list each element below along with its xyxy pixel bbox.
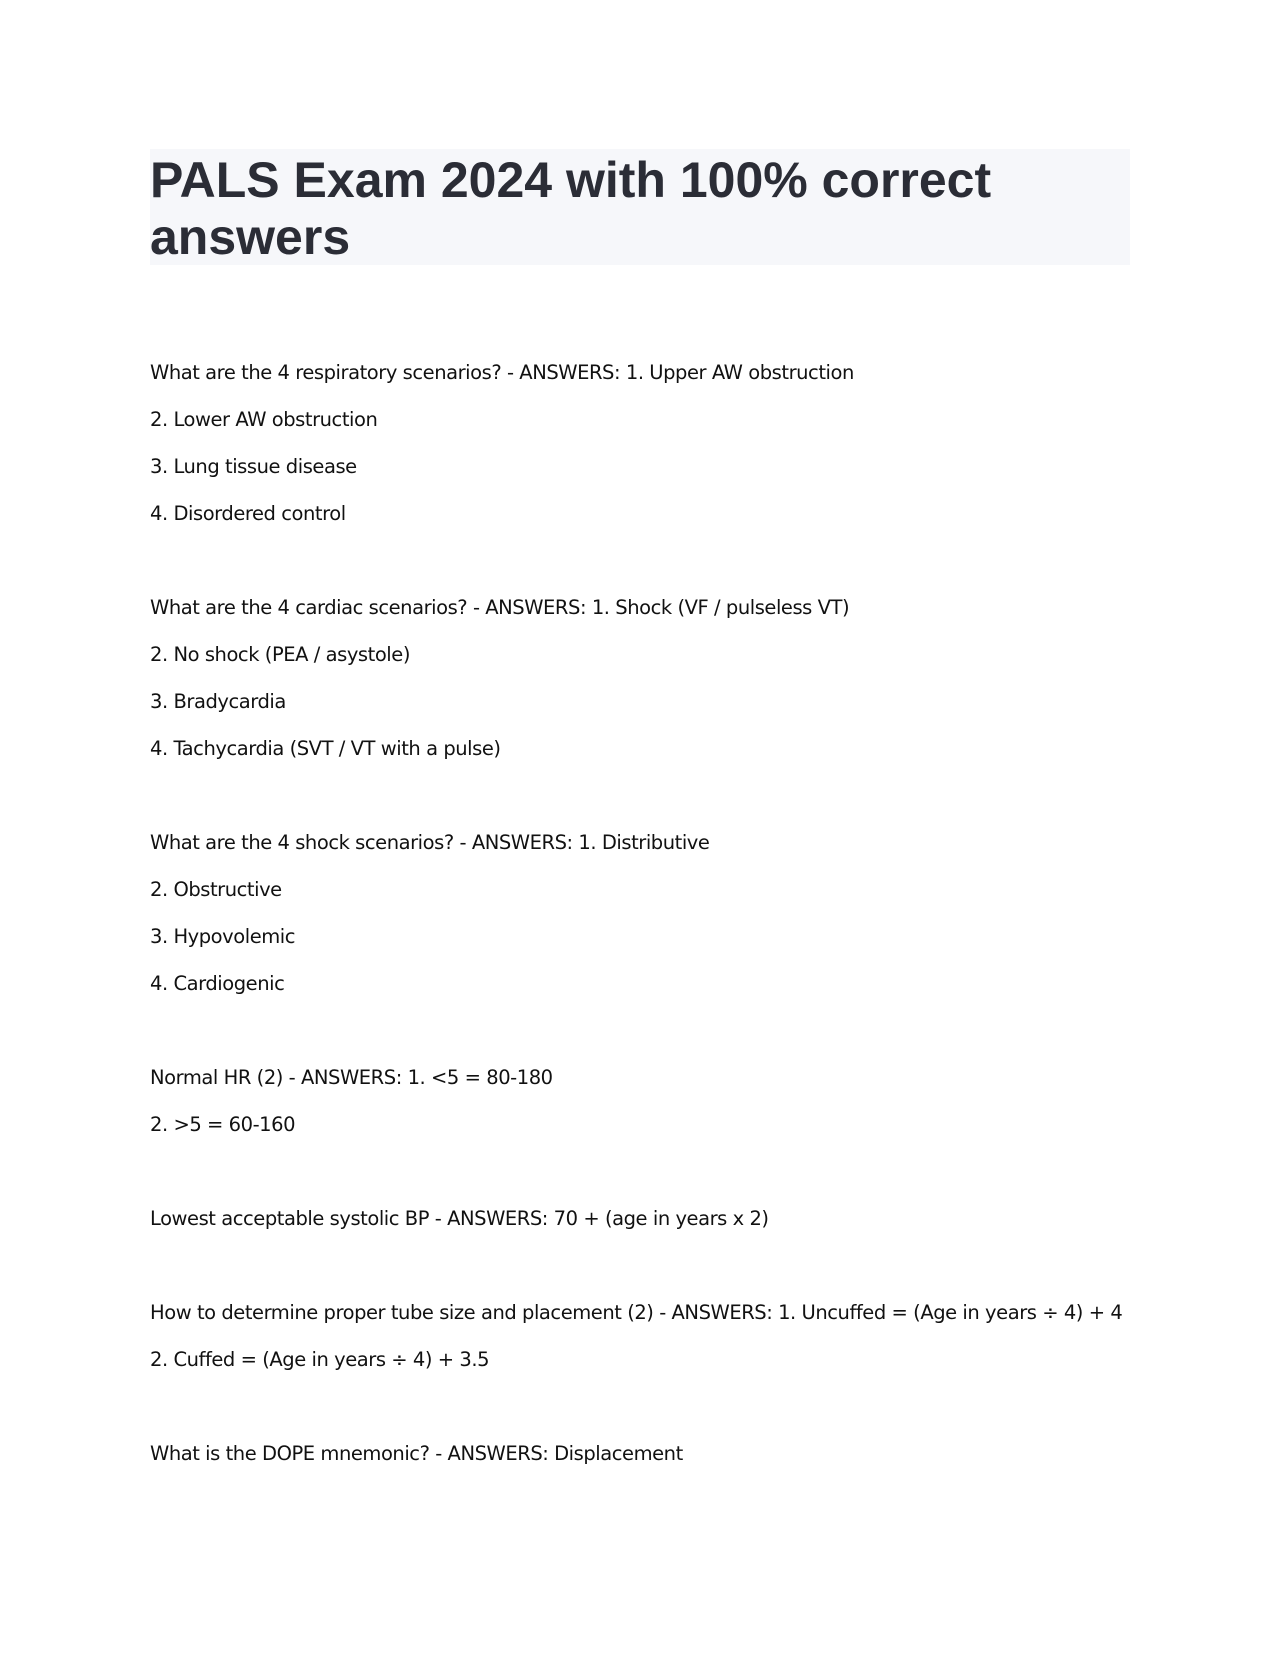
qa-question-tube-size: How to determine proper tube size and placement (2) - ANSWERS: 1. Uncuffed = (Age in years ÷ 4) + 4 [150,1301,1123,1324]
title-block [150,149,1130,265]
qa-answer-line: 4. Tachycardia (SVT / VT with a pulse) [150,737,501,760]
qa-question-normal-hr: Normal HR (2) - ANSWERS: 1. <5 = 80-180 [150,1066,553,1089]
qa-answer-line: 3. Bradycardia [150,690,286,713]
qa-answer-line: 3. Lung tissue disease [150,455,357,478]
qa-question-dope: What is the DOPE mnemonic? - ANSWERS: Displacement [150,1442,683,1465]
qa-answer-line: 2. No shock (PEA / asystole) [150,643,410,666]
qa-answer-line: 2. >5 = 60-160 [150,1113,296,1136]
qa-question-shock: What are the 4 shock scenarios? - ANSWERS: 1. Distributive [150,831,710,854]
document-title: PALS Exam 2024 with 100% correct answers [150,152,992,265]
qa-answer-line: 2. Obstructive [150,878,282,901]
qa-answer-line: 4. Disordered control [150,502,346,525]
qa-answer-line: 2. Cuffed = (Age in years ÷ 4) + 3.5 [150,1348,490,1371]
qa-question-cardiac: What are the 4 cardiac scenarios? - ANSWERS: 1. Shock (VF / pulseless VT) [150,596,850,619]
qa-answer-line: 4. Cardiogenic [150,972,285,995]
qa-answer-line: 2. Lower AW obstruction [150,408,378,431]
qa-question-respiratory: What are the 4 respiratory scenarios? - ANSWERS: 1. Upper AW obstruction [150,361,854,384]
qa-answer-line: 3. Hypovolemic [150,925,296,948]
qa-question-systolic-bp: Lowest acceptable systolic BP - ANSWERS: 70 + (age in years x 2) [150,1207,769,1230]
